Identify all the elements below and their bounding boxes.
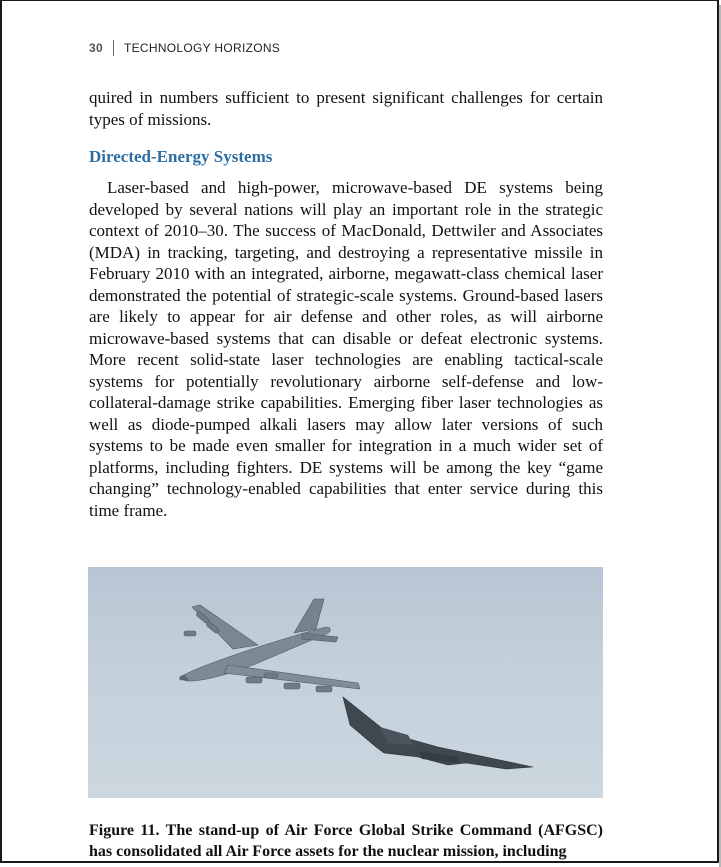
aircraft-photo xyxy=(88,567,603,798)
figure-caption: Figure 11. The stand-up of Air Force Global Strike Command (AFGSC) has consolidated all Air Force assets for the nuclear mission, including xyxy=(89,822,603,860)
page-number: 30 xyxy=(89,41,103,55)
figure-photo xyxy=(88,567,603,798)
b2-stealth-bomber xyxy=(343,697,533,769)
header-divider xyxy=(113,40,114,56)
body-paragraph: Laser-based and high-power, microwave-based DE systems being developed by several nations will play an important role in the strategic context of 2010–30. The success of MacDonald, Dettwiler and Associates (MDA) in tracking, targeting, and destroying a representative missile in February 2010 with an integrated, airborne, megawatt-class chemical laser demonstrated the potential of strategic-scale systems. Ground-based lasers are likely to appear for air defense and other roles, as will airborne microwave-based systems that can disable or defeat electronic systems. More recent solid-state laser technologies are enabling tactical-scale systems for potentially revolutionary airborne self-defense and low-collateral-damage strike capabilities. Emerging fiber laser technologies as well as diode-pumped alkali lasers may allow later versions of such systems to be made even smaller for integration in a much wider set of platforms, including fighters. DE systems will be among the key “game changing” technology-enabled capabilities that enter service during this time frame. xyxy=(89,178,603,520)
running-head xyxy=(89,40,280,56)
section-title: TECHNOLOGY HORIZONS xyxy=(123,41,281,55)
continuation-text: quired in numbers sufficient to present significant challenges for certain types of missions. xyxy=(89,88,603,129)
b52-bomber xyxy=(180,599,360,692)
section-heading: Directed-Energy Systems xyxy=(89,147,273,166)
